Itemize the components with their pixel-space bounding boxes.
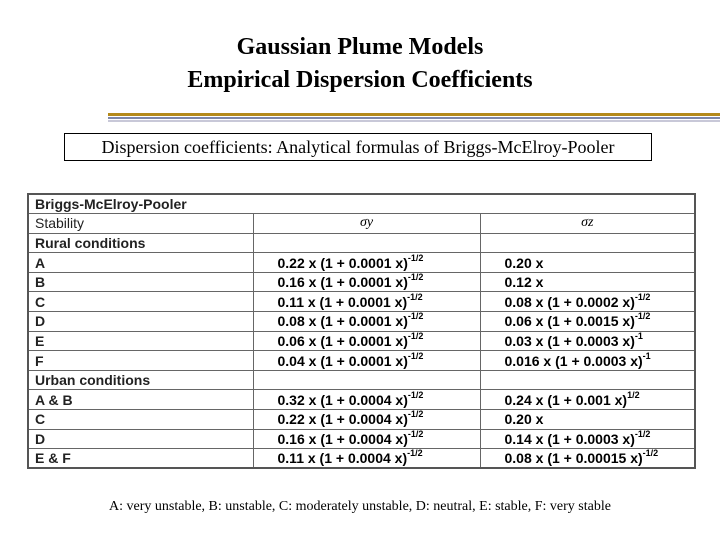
table-header-row — [28, 214, 695, 234]
sigma-y-formula — [253, 390, 480, 410]
header-sigma-z: σz — [480, 214, 695, 234]
divider-blue — [108, 117, 720, 119]
empty-cell — [480, 233, 695, 253]
sigma-z-formula-base: 0.08 x (1 + 0.00015 x) — [504, 450, 643, 467]
sigma-y-formula — [253, 331, 480, 351]
sigma-z-formula — [480, 390, 695, 410]
sigma-y-formula — [253, 312, 480, 332]
sigma-z-formula-exponent: -1/2 — [634, 429, 651, 439]
urban-conditions-label-row — [28, 370, 695, 390]
sigma-y-formula-exponent: -1/2 — [407, 350, 424, 361]
sigma-y-formula-exponent: -1/2 — [407, 291, 423, 302]
sigma-z-formula-exponent: 1/2 — [627, 389, 640, 400]
sigma-y-formula-exponent: -1/2 — [407, 389, 424, 400]
sigma-y-formula-exponent: -1/2 — [407, 272, 424, 283]
stability-class: E — [28, 331, 253, 351]
sigma-y-formula-exponent: -1/2 — [407, 331, 424, 341]
divider-light — [108, 120, 720, 122]
sigma-y-formula-base: 0.22 x (1 + 0.0001 x) — [277, 254, 408, 271]
header-sigma-y: σy — [253, 214, 480, 234]
urban-conditions-label: Urban conditions — [28, 370, 253, 390]
table-row — [28, 272, 695, 292]
empty-cell — [253, 370, 480, 390]
sigma-y-formula-base: 0.22 x (1 + 0.0004 x) — [277, 411, 408, 428]
sigma-z-formula-base: 0.08 x (1 + 0.0002 x) — [504, 293, 635, 310]
table-row — [28, 390, 695, 410]
empty-cell — [253, 233, 480, 253]
stability-class: A & B — [28, 390, 253, 410]
sigma-z-formula-base: 0.14 x (1 + 0.0003 x) — [504, 430, 635, 447]
page-subtitle: Empirical Dispersion Coefficients — [187, 67, 533, 93]
sigma-z-formula-base: 0.24 x (1 + 0.001 x) — [504, 391, 628, 408]
sigma-z-formula — [480, 429, 695, 449]
table-row — [28, 253, 695, 273]
sigma-y-formula-base: 0.06 x (1 + 0.0001 x) — [277, 332, 408, 349]
sigma-y-formula — [253, 429, 480, 449]
stability-class: D — [28, 429, 253, 449]
stability-class: E & F — [28, 449, 253, 469]
sigma-z-formula — [480, 272, 695, 292]
sigma-z-formula-base: 0.20 x — [504, 254, 544, 271]
sigma-y-formula-exponent: -1/2 — [407, 311, 424, 322]
sigma-y-formula — [253, 253, 480, 273]
sigma-y-formula-base: 0.11 x (1 + 0.0004 x) — [277, 450, 408, 467]
sigma-z-formula-exponent: -1 — [634, 331, 643, 341]
table-row — [28, 312, 695, 332]
table-caption-row — [28, 194, 695, 214]
sigma-z-formula-base: 0.016 x (1 + 0.0003 x) — [504, 352, 643, 369]
sigma-z-formula-base: 0.06 x (1 + 0.0015 x) — [504, 313, 635, 330]
subtitle-box: Dispersion coefficients: Analytical formulas of Briggs-McElroy-Pooler — [64, 133, 652, 161]
sigma-z-formula-exponent: -1/2 — [634, 311, 651, 322]
sigma-y-formula-exponent: -1/2 — [407, 448, 423, 459]
divider-gold — [108, 113, 720, 116]
sigma-z-formula-base: 0.12 x — [504, 274, 544, 291]
stability-class: D — [28, 312, 253, 332]
sigma-y-formula-exponent: -1/2 — [407, 409, 424, 420]
sigma-z-formula — [480, 410, 695, 430]
sigma-z-formula-base: 0.20 x — [504, 411, 544, 428]
sigma-z-formula — [480, 253, 695, 273]
stability-class: A — [28, 253, 253, 273]
table-row — [28, 331, 695, 351]
sigma-y-formula — [253, 410, 480, 430]
sigma-y-formula — [253, 351, 480, 371]
stability-class: C — [28, 410, 253, 430]
empty-cell — [480, 370, 695, 390]
sigma-y-formula-base: 0.11 x (1 + 0.0001 x) — [277, 293, 408, 310]
sigma-y-formula-base: 0.04 x (1 + 0.0001 x) — [277, 352, 408, 369]
table-row — [28, 429, 695, 449]
sigma-z-formula — [480, 449, 695, 469]
sigma-z-formula — [480, 351, 695, 371]
sigma-z-formula-exponent: -1 — [642, 350, 651, 361]
page-title: Gaussian Plume Models — [236, 34, 484, 60]
sigma-y-formula — [253, 292, 480, 312]
sigma-y-formula-base: 0.16 x (1 + 0.0001 x) — [277, 274, 408, 291]
sigma-y-formula-base: 0.16 x (1 + 0.0004 x) — [277, 430, 408, 447]
rural-conditions-label: Rural conditions — [28, 233, 253, 253]
sigma-y-formula — [253, 272, 480, 292]
sigma-z-formula-base: 0.03 x (1 + 0.0003 x) — [504, 332, 635, 349]
table-row — [28, 410, 695, 430]
sigma-z-formula — [480, 292, 695, 312]
table-caption: Briggs-McElroy-Pooler — [28, 194, 695, 214]
sigma-y-formula-base: 0.32 x (1 + 0.0004 x) — [277, 391, 408, 408]
sigma-y-formula-base: 0.08 x (1 + 0.0001 x) — [277, 313, 408, 330]
stability-footnote: A: very unstable, B: unstable, C: moderately unstable, D: neutral, E: stable, F: very stable — [109, 499, 611, 514]
dispersion-table — [27, 193, 696, 469]
table-row — [28, 351, 695, 371]
sigma-z-formula — [480, 331, 695, 351]
sigma-y-formula-exponent: -1/2 — [407, 429, 424, 439]
table-row — [28, 449, 695, 469]
sigma-y-formula-exponent: -1/2 — [407, 252, 424, 263]
stability-class: C — [28, 292, 253, 312]
header-stability: Stability — [28, 214, 253, 234]
sigma-z-formula — [480, 312, 695, 332]
table-row — [28, 292, 695, 312]
rural-conditions-label-row — [28, 233, 695, 253]
stability-class: B — [28, 272, 253, 292]
stability-class: F — [28, 351, 253, 371]
sigma-z-formula-exponent: -1/2 — [634, 291, 651, 302]
sigma-z-formula-exponent: -1/2 — [642, 448, 659, 459]
sigma-y-formula — [253, 449, 480, 469]
